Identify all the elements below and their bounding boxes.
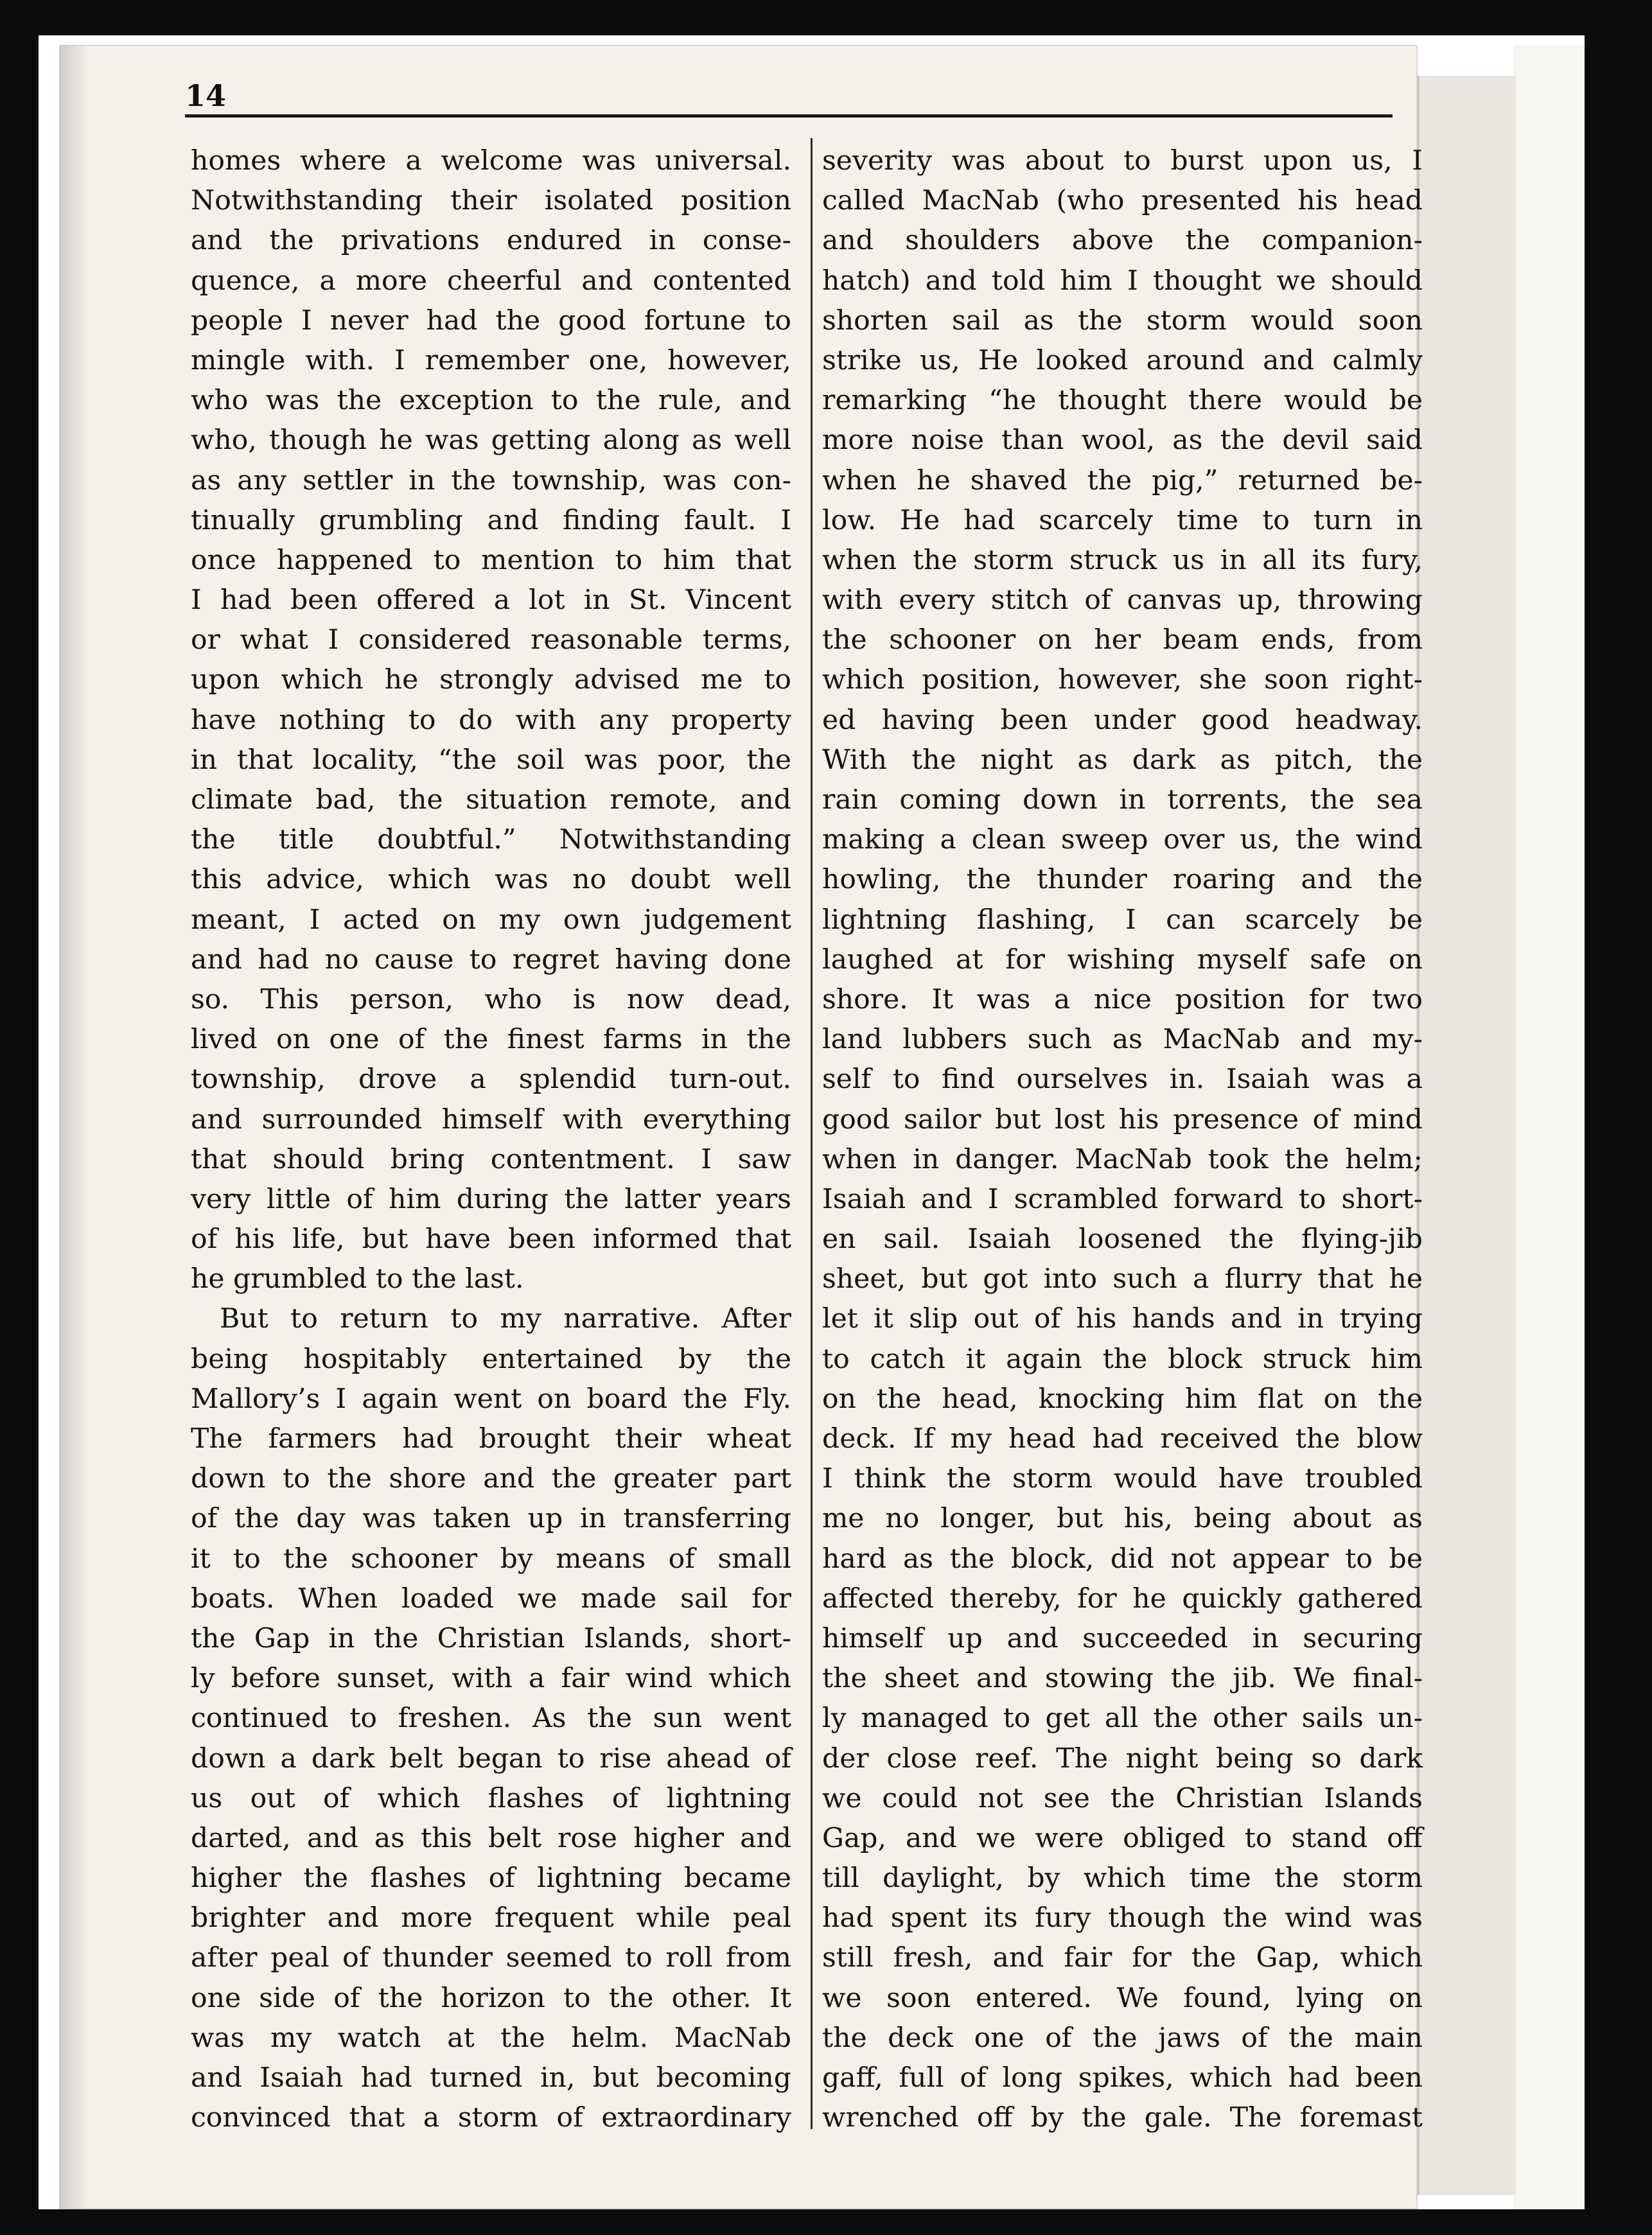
scan-border-top: [0, 0, 1652, 35]
text-line: of his life, but have been informed that: [191, 1223, 791, 1256]
text-line: meant, I acted on my own judgement: [191, 904, 791, 936]
text-line: it to the schooner by means of small: [191, 1543, 791, 1575]
text-line: But to return to my narrative. After: [220, 1303, 791, 1335]
text-line: strike us, He looked around and calmly: [822, 344, 1423, 376]
text-line: and had no cause to regret having done: [191, 943, 791, 976]
text-line: tinually grumbling and finding fault. I: [191, 504, 791, 536]
text-line: in that locality, “the soil was poor, the: [191, 744, 791, 776]
text-line: good sailor but lost his presence of mind: [822, 1103, 1423, 1135]
page-number: 14: [185, 78, 227, 113]
text-line: hard as the block, did not appear to be: [822, 1543, 1423, 1575]
text-line: on the head, knocking him flat on the: [822, 1383, 1423, 1415]
text-line: mingle with. I remember one, however,: [191, 344, 791, 376]
text-line: sheet, but got into such a flurry that he: [822, 1263, 1423, 1295]
text-line: gaff, full of long spikes, which had been: [822, 2062, 1423, 2094]
text-line: continued to freshen. As the sun went: [191, 1703, 791, 1735]
text-line: I had been offered a lot in St. Vincent: [191, 584, 791, 617]
text-line: wrenched off by the gale. The foremast: [822, 2102, 1423, 2134]
text-line: till daylight, by which time the storm: [822, 1862, 1423, 1895]
text-line: ed having been under good headway.: [822, 704, 1423, 736]
text-line: the sheet and stowing the jib. We final-: [822, 1663, 1423, 1695]
text-line: shore. It was a nice position for two: [822, 983, 1423, 1015]
text-line: which position, however, she soon right-: [822, 664, 1423, 696]
text-line: ly managed to get all the other sails un-: [822, 1703, 1423, 1735]
text-line: higher the flashes of lightning became: [191, 1862, 791, 1895]
text-line: when the storm struck us in all its fury,: [822, 544, 1423, 576]
text-line: had spent its fury though the wind was: [822, 1902, 1423, 1934]
text-line: being hospitably entertained by the: [191, 1343, 791, 1375]
text-column-right: [822, 141, 1423, 2138]
text-line: and the privations endured in conse-: [191, 225, 791, 257]
text-line: and Isaiah had turned in, but becoming: [191, 2062, 791, 2094]
text-line: making a clean sweep over us, the wind: [822, 824, 1423, 856]
text-line: deck. If my head had received the blow: [822, 1423, 1423, 1455]
text-line: to catch it again the block struck him: [822, 1343, 1423, 1375]
text-line: me no longer, but his, being about as: [822, 1503, 1423, 1535]
text-line: who, though he was getting along as well: [191, 425, 791, 457]
text-line: Mallory’s I again went on board the Fly.: [191, 1383, 791, 1415]
text-line: or what I considered reasonable terms,: [191, 624, 791, 656]
text-line: was my watch at the helm. MacNab: [191, 2022, 791, 2054]
text-line: who was the exception to the rule, and: [191, 385, 791, 417]
text-line: lived on one of the finest farms in the: [191, 1024, 791, 1056]
text-line: remarking “he thought there would be: [822, 385, 1423, 417]
text-line: we could not see the Christian Islands: [822, 1782, 1423, 1814]
text-line: when he shaved the pig,” returned be-: [822, 464, 1423, 496]
text-line: when in danger. MacNab took the helm;: [822, 1143, 1423, 1175]
text-line: Isaiah and I scrambled forward to short-: [822, 1183, 1423, 1215]
text-line: en sail. Isaiah loosened the flying-jib: [822, 1223, 1423, 1256]
page-edge: [1418, 76, 1516, 2195]
text-line: I think the storm would have troubled: [822, 1463, 1423, 1495]
text-line: this advice, which was no doubt well: [191, 864, 791, 896]
text-line: hatch) and told him I thought we should: [822, 265, 1423, 297]
text-line: Notwithstanding their isolated position: [191, 185, 791, 217]
text-line: have nothing to do with any property: [191, 704, 791, 736]
text-line: the schooner on her beam ends, from: [822, 624, 1423, 656]
scan-border-bottom: [0, 2209, 1652, 2235]
text-line: quence, a more cheerful and contented: [191, 265, 791, 297]
text-line: With the night as dark as pitch, the: [822, 744, 1423, 776]
text-line: township, drove a splendid turn-out.: [191, 1064, 791, 1096]
text-line: that should bring contentment. I saw: [191, 1143, 791, 1175]
text-line: the title doubtful.” Notwithstanding: [191, 824, 791, 856]
text-line: the deck one of the jaws of the main: [822, 2022, 1423, 2054]
facing-page-margin: [1514, 45, 1585, 2209]
text-line: laughed at for wishing myself safe on: [822, 943, 1423, 976]
text-line: so. This person, who is now dead,: [191, 983, 791, 1015]
text-column-left: [191, 141, 791, 2138]
text-line: low. He had scarcely time to turn in: [822, 504, 1423, 536]
scan-border-left: [0, 0, 39, 2235]
text-line: severity was about to burst upon us, I: [822, 145, 1423, 177]
text-line: affected thereby, for he quickly gathered: [822, 1582, 1423, 1615]
text-line: rain coming down in torrents, the sea: [822, 784, 1423, 816]
text-line: himself up and succeeded in securing: [822, 1622, 1423, 1654]
text-line: of the day was taken up in transferring: [191, 1503, 791, 1535]
text-line: us out of which flashes of lightning: [191, 1782, 791, 1814]
text-line: down a dark belt began to rise ahead of: [191, 1742, 791, 1775]
text-line: called MacNab (who presented his head: [822, 185, 1423, 217]
text-line: shorten sail as the storm would soon: [822, 304, 1423, 337]
text-line: convinced that a storm of extraordinary: [191, 2102, 791, 2134]
text-line: once happened to mention to him that: [191, 544, 791, 576]
text-line: lightning flashing, I can scarcely be: [822, 904, 1423, 936]
text-line: darted, and as this belt rose higher and: [191, 1822, 791, 1854]
text-line: self to find ourselves in. Isaiah was a: [822, 1064, 1423, 1096]
text-line: Gap, and we were obliged to stand off: [822, 1822, 1423, 1854]
text-line: people I never had the good fortune to: [191, 304, 791, 337]
text-line: as any settler in the township, was con-: [191, 464, 791, 496]
column-divider: [811, 138, 813, 2129]
text-line: with every stitch of canvas up, throwing: [822, 584, 1423, 617]
binding-shadow: [59, 45, 88, 2209]
text-line: ly before sunset, with a fair wind which: [191, 1663, 791, 1695]
text-line: very little of him during the latter years: [191, 1183, 791, 1215]
text-line: down to the shore and the greater part: [191, 1463, 791, 1495]
text-line: the Gap in the Christian Islands, short-: [191, 1622, 791, 1654]
text-line: brighter and more frequent while peal: [191, 1902, 791, 1934]
text-line: upon which he strongly advised me to: [191, 664, 791, 696]
text-line: The farmers had brought their wheat: [191, 1423, 791, 1455]
header-rule: [185, 114, 1393, 118]
text-line: one side of the horizon to the other. It: [191, 1982, 791, 2014]
text-line: climate bad, the situation remote, and: [191, 784, 791, 816]
text-line: homes where a welcome was universal.: [191, 145, 791, 177]
text-line: boats. When loaded we made sail for: [191, 1582, 791, 1615]
text-line: and surrounded himself with everything: [191, 1103, 791, 1135]
text-line: still fresh, and fair for the Gap, which: [822, 1942, 1423, 1974]
text-line: we soon entered. We found, lying on: [822, 1982, 1423, 2014]
text-line: more noise than wool, as the devil said: [822, 425, 1423, 457]
text-line: after peal of thunder seemed to roll from: [191, 1942, 791, 1974]
text-line: der close reef. The night being so dark: [822, 1742, 1423, 1775]
text-line: let it slip out of his hands and in trying: [822, 1303, 1423, 1335]
text-line: howling, the thunder roaring and the: [822, 864, 1423, 896]
text-line: and shoulders above the companion-: [822, 225, 1423, 257]
text-line: he grumbled to the last.: [191, 1263, 524, 1295]
text-line: land lubbers such as MacNab and my-: [822, 1024, 1423, 1056]
scan-border-right: [1585, 0, 1652, 2235]
